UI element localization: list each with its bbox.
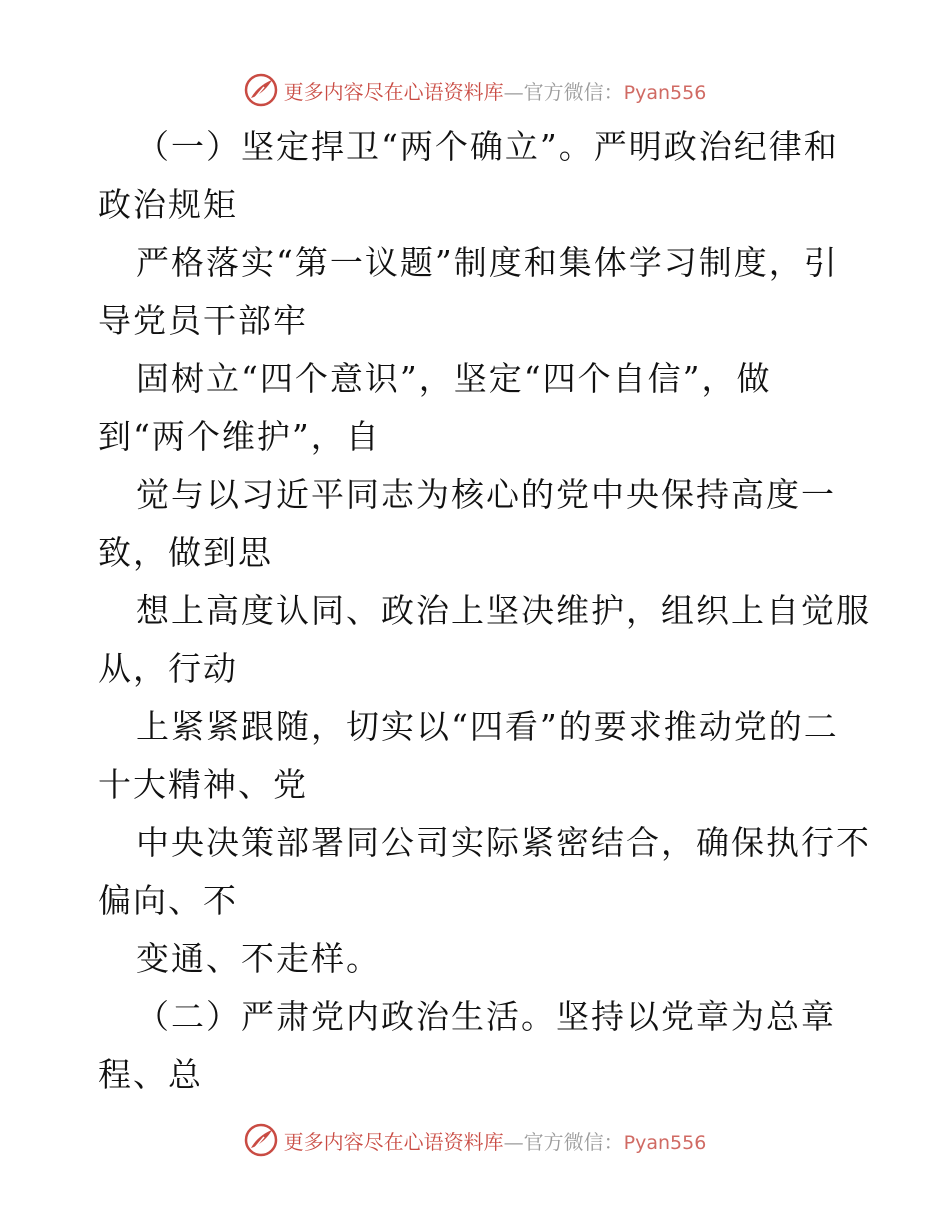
- text-line: （一）坚定捍卫“两个确立”。严明政治纪律和: [136, 127, 839, 166]
- text-line: 觉与以习近平同志为核心的党中央保持高度一: [136, 475, 836, 514]
- feather-logo-icon: [244, 73, 278, 107]
- text-line: 程、总: [98, 1055, 203, 1094]
- text-line: 到“两个维护”，自: [98, 417, 381, 456]
- text-line: 中央决策部署同公司实际紧密结合，确保执行不: [136, 823, 871, 862]
- text-line: 从，行动: [98, 649, 238, 688]
- text-line: 十大精神、党: [98, 765, 308, 804]
- document-body: [98, 118, 871, 1104]
- text-line: 政治规矩: [98, 185, 238, 224]
- watermark-header: [0, 68, 950, 112]
- text-line: 固树立“四个意识”，坚定“四个自信”，做: [136, 359, 772, 398]
- text-line: 变通、不走样。: [136, 939, 381, 978]
- text-line: （二）严肃党内政治生活。坚持以党章为总章: [136, 997, 836, 1036]
- watermark-text: 更多内容尽在心语资料库—官方微信：Pyan556: [283, 1129, 707, 1154]
- text-line: 偏向、不: [98, 881, 238, 920]
- watermark-text: 更多内容尽在心语资料库—官方微信：Pyan556: [283, 79, 707, 104]
- text-line: 导党员干部牢: [98, 301, 308, 340]
- watermark-footer: [0, 1118, 950, 1162]
- text-line: 想上高度认同、政治上坚决维护，组织上自觉服: [136, 591, 871, 630]
- text-line: 致，做到思: [98, 533, 273, 572]
- text-line: 严格落实“第一议题”制度和集体学习制度，引: [136, 243, 839, 282]
- feather-logo-icon: [244, 1123, 278, 1157]
- text-line: 上紧紧跟随，切实以“四看”的要求推动党的二: [136, 707, 839, 746]
